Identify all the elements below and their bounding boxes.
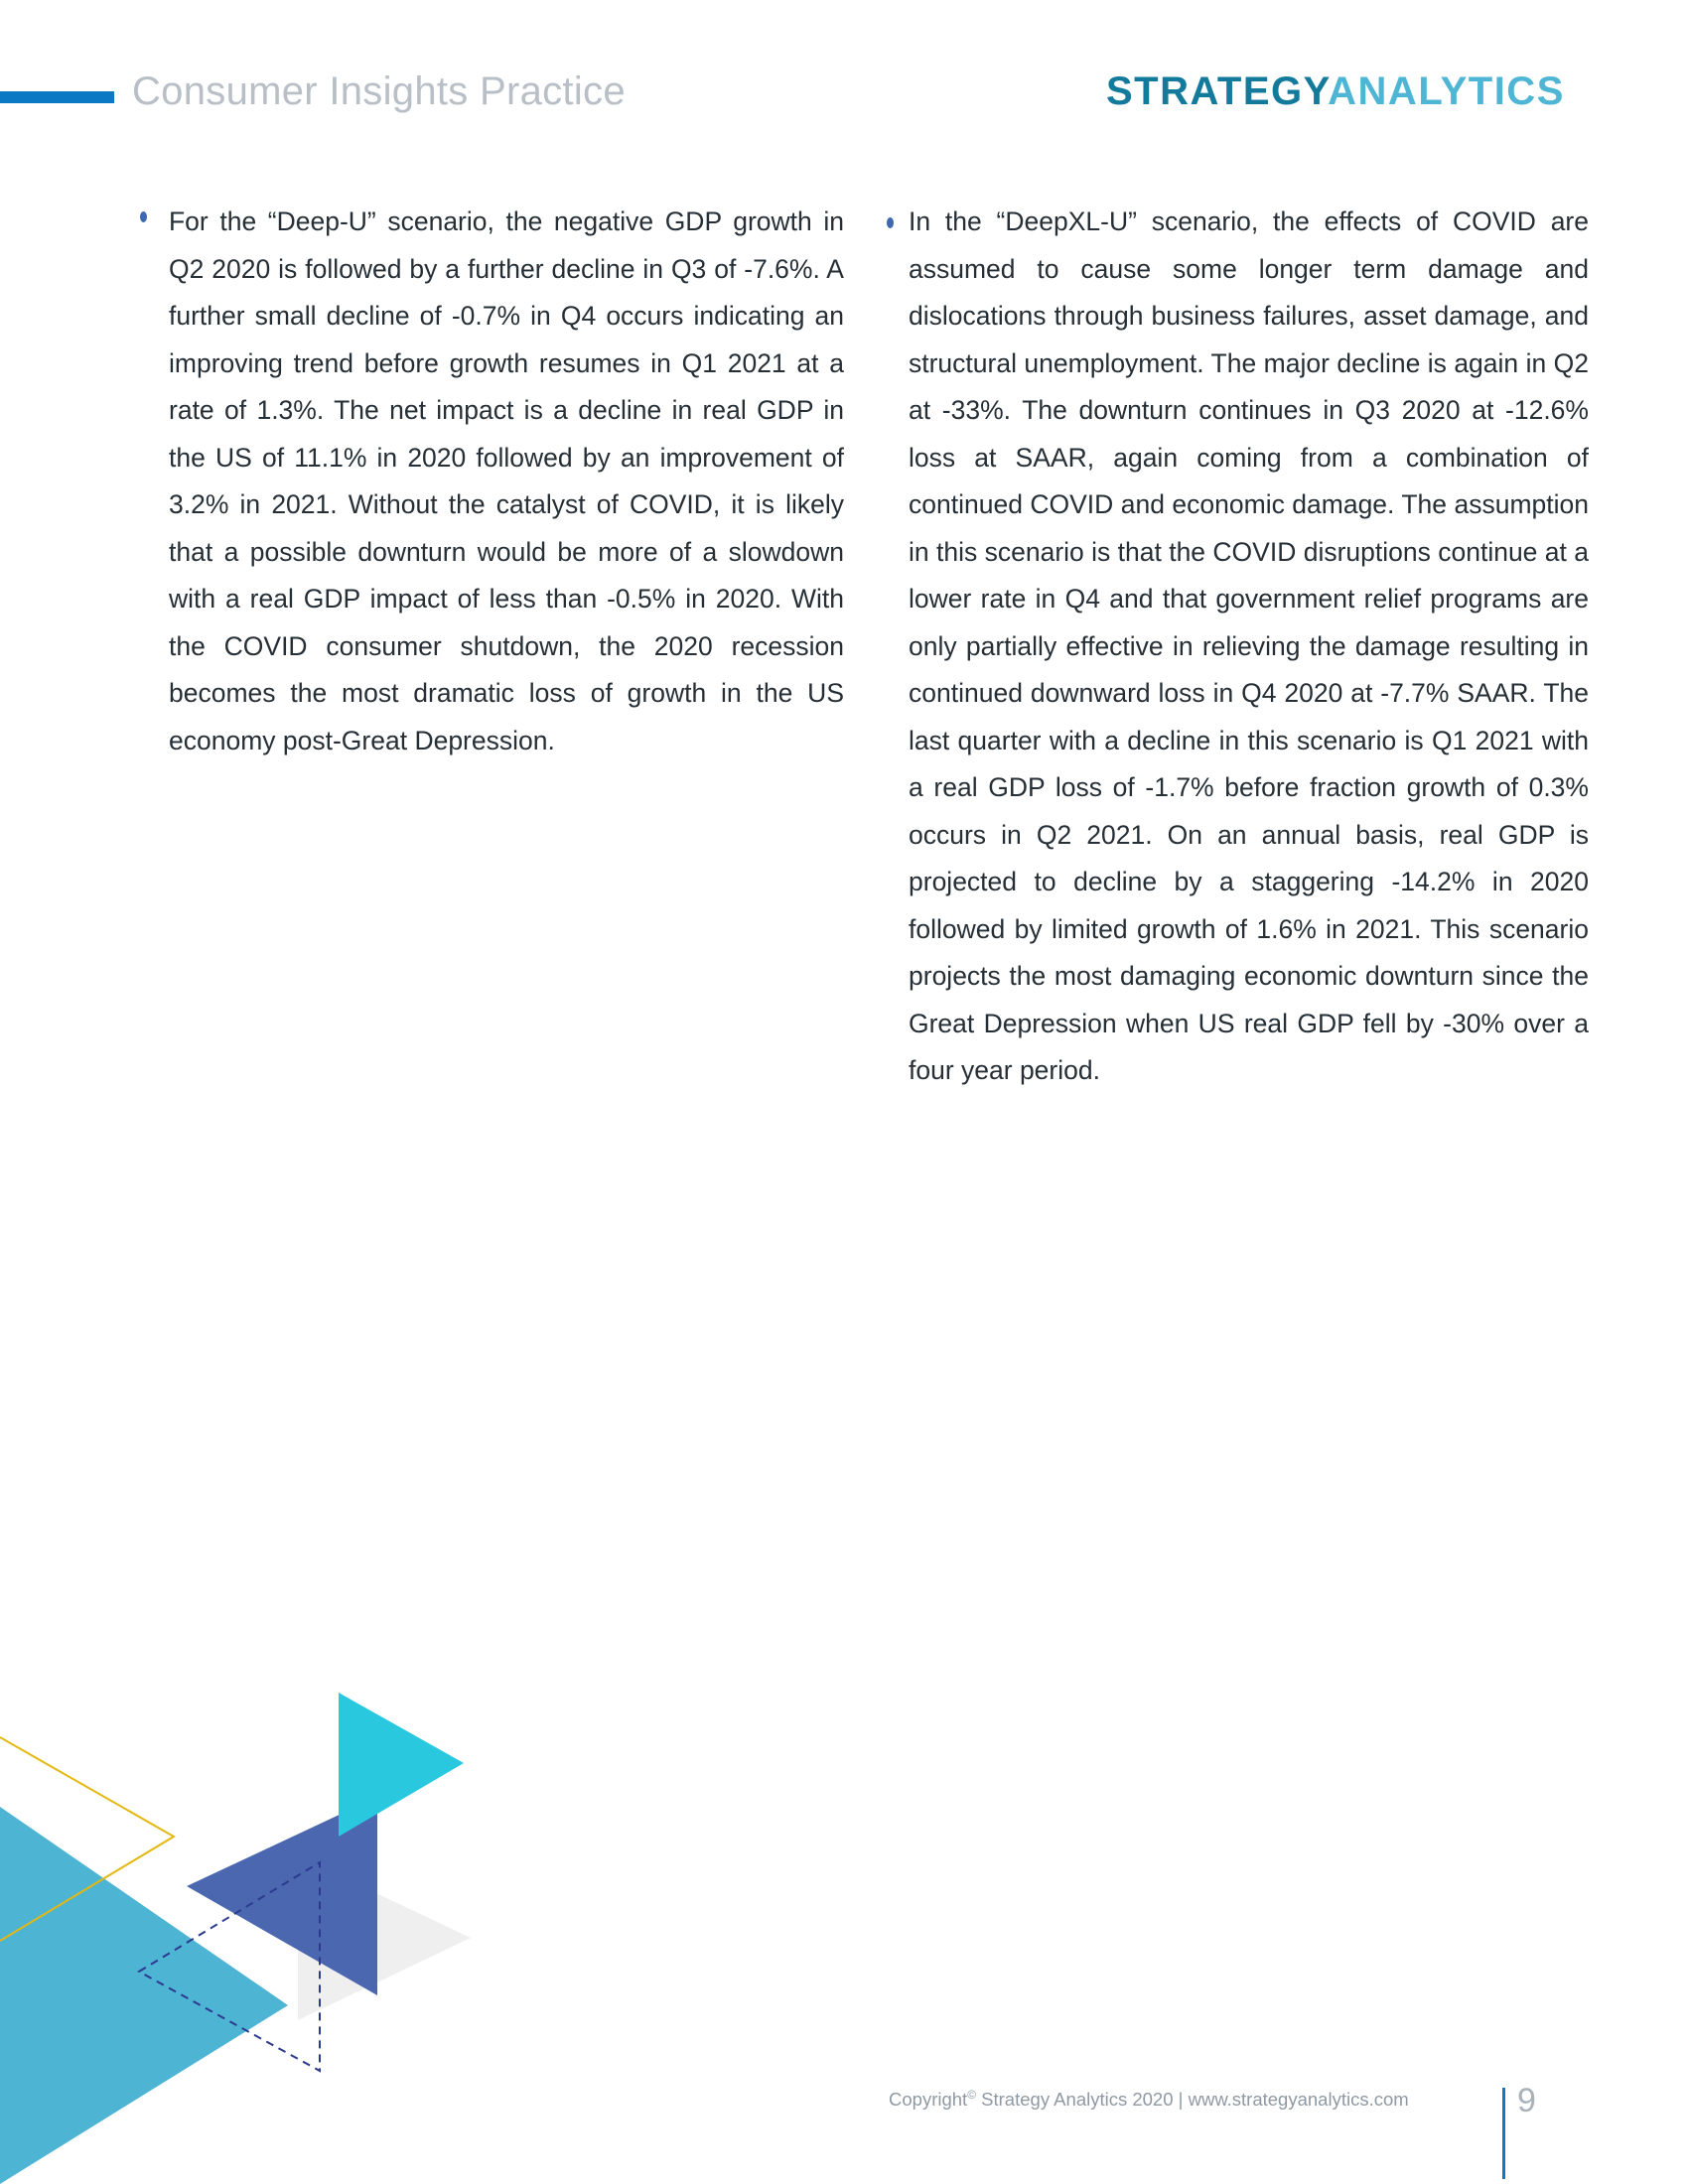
footer-copyright: Copyright© Strategy Analytics 2020 | www.strategyanalytics.com [889, 2088, 1409, 2111]
bullet-dot-icon [887, 217, 894, 228]
strategy-analytics-logo [1106, 69, 1565, 114]
left-column-paragraph: For the “Deep-U” scenario, the negative GDP growth in Q2 2020 is followed by a further decline in Q3 of -7.6%. A further small decline of -0.7% in Q4 occurs indicating an improving trend before growth resumes in Q1 2021 at a rate of 1.3%. The net impact is a decline in real GDP in the US of 11.1% in 2020 followed by an improvement of 3.2% in 2021. Without the catalyst of COVID, it is likely that a possible downturn would be more of a slowdown with a real GDP impact of less than -0.5% in 2020. With the COVID consumer shutdown, the 2020 recession becomes the most dramatic loss of growth in the US economy post-Great Depression. [169, 206, 844, 755]
bullet-dot-icon [140, 211, 147, 222]
header-accent-bar [0, 91, 114, 103]
footer-divider [1502, 2088, 1505, 2179]
section-title: Consumer Insights Practice [132, 69, 626, 113]
page-number: 9 [1517, 2082, 1536, 2119]
decorative-triangles [0, 1678, 477, 2184]
logo-word-strategy: STRATEGY [1106, 69, 1329, 113]
logo-word-analytics: ANALYTICS [1328, 69, 1565, 113]
right-column-paragraph: In the “DeepXL-U” scenario, the effects of COVID are assumed to cause some longer term damage and dislocations through business failures, asset damage, and structural unemployment. The major decline is again in Q2 at -33%. The downturn continues in Q3 2020 at -12.6% loss at SAAR, again coming from a combination of continued COVID and economic damage. The assumption in this scenario is that the COVID disruptions continue at a lower rate in Q4 and that government relief programs are only partially effective in relieving the damage resulting in continued downward loss in Q4 2020 at -7.7% SAAR. The last quarter with a decline in this scenario is Q1 2021 with a real GDP loss of -1.7% before fraction growth of 0.3% occurs in Q2 2021. On an annual basis, real GDP is projected to decline by a staggering -14.2% in 2020 followed by limited growth of 1.6% in 2021. This scenario projects the most damaging economic downturn since the Great Depression when US real GDP fell by -30% over a four year period. [909, 206, 1589, 1085]
cyan-triangle [339, 1693, 464, 1837]
